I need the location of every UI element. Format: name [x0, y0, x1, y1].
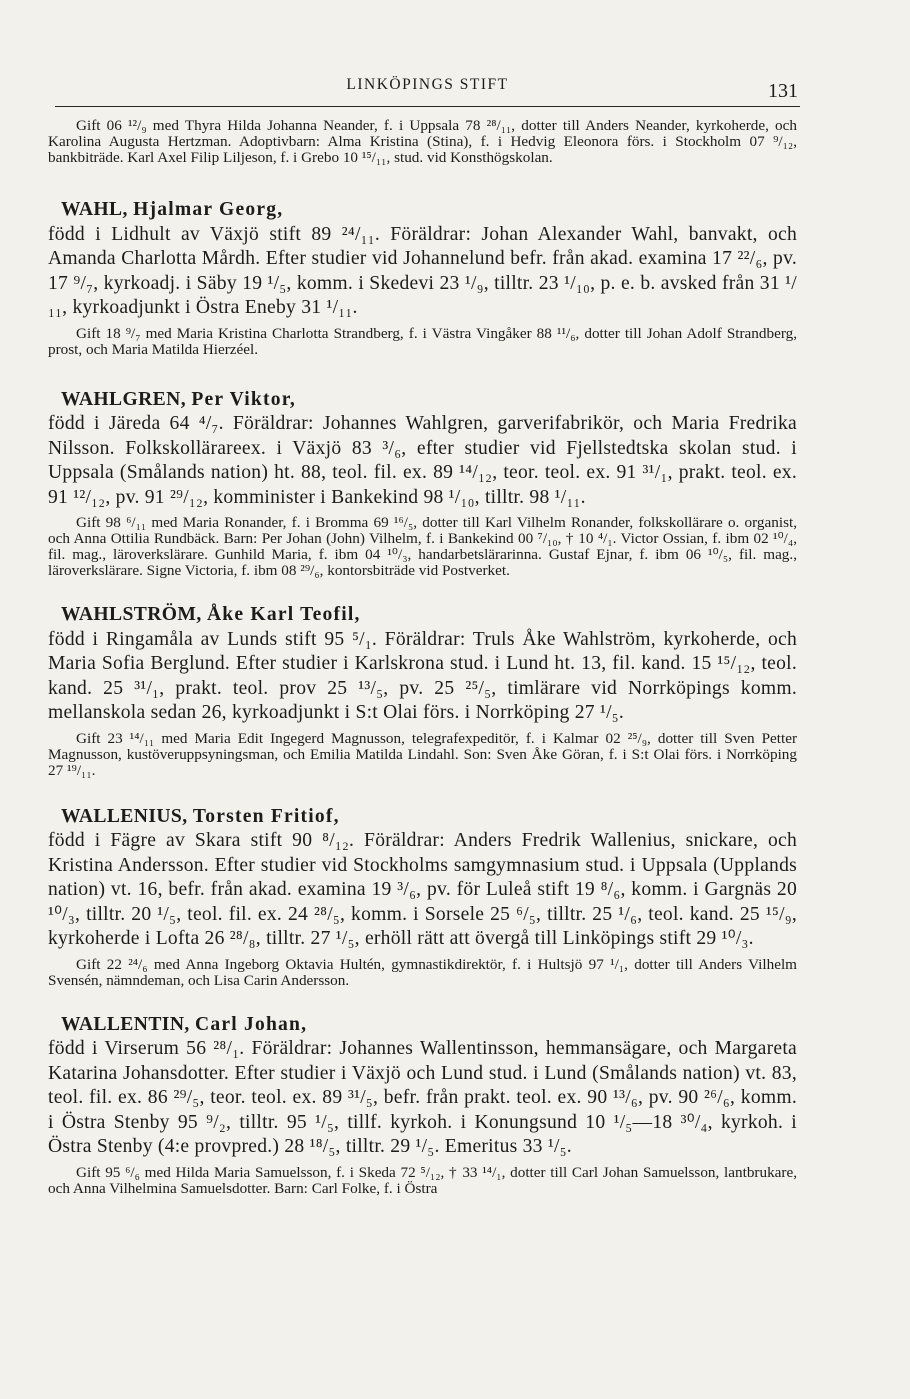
entry-given-name: Carl Johan,: [194, 1013, 308, 1035]
entry-wahlstrom: [48, 603, 797, 779]
entry-wallentin: [48, 1013, 797, 1197]
entry-surname: WAHLSTRÖM,: [61, 604, 202, 625]
entry-family: Gift 95 ⁶/₆ med Hilda Maria Samuelsson, f. i Skeda 72 ⁵/₁₂, † 33 ¹⁴/₁, dotter till Carl Johan Samuelsson, lantbrukare, och Anna Vilhelmina Samuelsdotter. Barn: Carl Folke, f. i Östra: [48, 1163, 797, 1197]
entry-bio: [48, 603, 797, 726]
running-title: LINKÖPINGS STIFT: [346, 76, 509, 93]
entry-bio-text: född i Fägre av Skara stift 90 ⁸/₁₂. Föräldrar: Anders Fredrik Wallenius, snickare, och Kristina Andersson. Efter studier vid Stockholms samgymnasium stud. i Uppsala (Upplands nation) vt. 16, befr. från akad. examina 19 ³/₆, pv. för Luleå stift 19 ⁸/₆, komm. i Gargnäs 20 ¹⁰/₃, tilltr. 20 ¹/₅, teol. fil. ex. 24 ²⁸/₅, komm. i Sorsele 25 ⁶/₅, tilltr. 25 ¹/₆, teol. kand. 25 ¹⁵/₉, kyrkoherde i Lofta 26 ²⁸/₈, tilltr. 27 ¹/₅, erhöll rätt att övergå till Linköpings stift 29 ¹⁰/₃.: [48, 830, 797, 949]
entry-name: [61, 199, 283, 220]
page-header: [55, 72, 800, 107]
entry-wallenius: [48, 805, 797, 989]
entry-bio-text: född i Järeda 64 ⁴/₇. Föräldrar: Johannes Wahlgren, garverifabrikör, och Maria Fredrika Nilsson. Folkskollärareex. i Växjö 83 ³/₆, efter studier vid Fjellstedtska skolan stud. i Uppsala (Smålands nation) ht. 88, teol. fil. ex. 89 ¹⁴/₁₂, teor. teol. ex. 91 ³¹/₁, prakt. teol. ex. 91 ¹²/₁₂, pv. 91 ²⁹/₁₂, komminister i Bankekind 98 ¹/₁₀, tilltr. 98 ¹/₁₁.: [48, 413, 797, 508]
entry-name: [61, 1014, 307, 1035]
entry-name: [61, 806, 340, 827]
intro-family-paragraph: Gift 06 ¹²/₉ med Thyra Hilda Johanna Neander, f. i Uppsala 78 ²⁸/₁₁, dotter till Anders Neander, kyrkoherde, och Karolina Augusta Hertzman. Adoptivbarn: Alma Kristina (Stina), f. i Hedvig Eleonora förs. i Stockholm 07 ⁹/₁₂, bankbiträde. Karl Axel Filip Liljeson, f. i Grebo 10 ¹⁵/₁₁, stud. vid Konsthögskolan.: [48, 117, 797, 166]
entry-surname: WALLENTIN,: [61, 1013, 190, 1035]
entry-given-name: Hjalmar Georg,: [133, 199, 284, 220]
entry-given-name: Torsten Fritiof,: [192, 805, 340, 827]
page-number: 131: [768, 80, 798, 102]
entry-name: [61, 389, 296, 410]
entry-given-name: Åke Karl Teofil,: [206, 604, 361, 625]
entry-surname: WAHLGREN,: [61, 388, 186, 410]
entry-family: Gift 23 ¹⁴/₁₁ med Maria Edit Ingegerd Magnusson, telegrafexpeditör, f. i Kalmar 02 ²⁵/₉, dotter till Sven Petter Magnusson, kustöveruppsyningsman, och Emilia Matilda Lindahl. Son: Sven Åke Göran, f. i S:t Olai förs. i Norrköping 27 ¹⁹/₁₁.: [48, 729, 797, 779]
entry-bio: [48, 388, 797, 511]
entry-bio: [48, 805, 797, 952]
entry-name: [61, 604, 361, 625]
entry-wahlgren: [48, 388, 797, 580]
entry-family: Gift 22 ²⁴/₆ med Anna Ingeborg Oktavia Hultén, gymnastikdirektör, f. i Hultsjö 97 ¹/₁, dotter till Anders Vilhelm Svensén, nämndeman, och Lisa Carin Andersson.: [48, 955, 797, 989]
entry-bio-text: född i Virserum 56 ²⁸/₁. Föräldrar: Johannes Wallentinsson, hemmansägare, och Margareta Katarina Johansdotter. Efter studier i Växjö och Lund stud. i Lund (Smålands nation) vt. 83, teol. fil. ex. 86 ²⁹/₅, teor. teol. ex. 89 ³¹/₅, befr. från prakt. teol. ex. 90 ¹³/₆, pv. 90 ²⁶/₆, komm. i Östra Stenby 95 ⁹/₂, tilltr. 95 ¹/₅, tillf. kyrkoh. i Konungsund 10 ¹/₅—18 ³⁰/₄, kyrkoh. i Östra Stenby (4:e provpred.) 28 ¹⁸/₅, tilltr. 29 ¹/₅. Emeritus 33 ¹/₅.: [48, 1038, 797, 1157]
entry-bio: [48, 1013, 797, 1160]
entry-bio-text: född i Lidhult av Växjö stift 89 ²⁴/₁₁. Föräldrar: Johan Alexander Wahl, banvakt, och Amanda Charlotta Mårdh. Efter studier vid Johannelund befr. från akad. examina 17 ²²/₆, pv. 17 ⁹/₇, kyrkoadj. i Säby 19 ¹/₅, komm. i Skedevi 23 ¹/₉, tilltr. 23 ¹/₁₀, p. e. b. avsked från 31 ¹/₁₁, kyrkoadjunkt i Östra Eneby 31 ¹/₁₁.: [48, 223, 797, 318]
entry-surname: WALLENIUS,: [61, 805, 188, 827]
entry-bio: [48, 198, 797, 321]
entry-surname: WAHL,: [61, 199, 128, 220]
entry-family: Gift 98 ⁶/₁₁ med Maria Ronander, f. i Bromma 69 ¹⁶/₅, dotter till Karl Vilhelm Ronander, folkskollärare o. organist, och Anna Ottilia Rundbäck. Barn: Per Johan (John) Vilhelm, f. i Bankekind 00 ⁷/₁₀, † 10 ⁴/₁. Victor Ossian, f. ibm 02 ¹⁰/₄, fil. mag., läroverkslärare. Gunhild Maria, f. ibm 04 ¹⁰/₃, handarbetslärarinna. Gustaf Ejnar, f. ibm 06 ¹⁰/₅, fil. mag., läroverkslärare. Signe Victoria, f. ibm 08 ²⁹/₆, kontorsbiträde vid Postverket.: [48, 514, 797, 579]
entry-bio-text: född i Ringamåla av Lunds stift 95 ⁵/₁. Föräldrar: Truls Åke Wahlström, kyrkoherde, och Maria Sofia Berglund. Efter studier i Karlskrona stud. i Lund ht. 13, fil. kand. 15 ¹⁵/₁₂, teol. kand. 25 ³¹/₁, prakt. teol. prov 25 ¹³/₅, pv. 25 ²⁵/₅, timlärare vid Norrköpings komm. mellanskola sedan 26, kyrkoadjunkt i S:t Olai förs. i Norrköping 27 ¹/₅.: [48, 628, 797, 723]
entry-wahl: [48, 198, 797, 358]
page-body: [48, 118, 797, 1197]
entry-family: Gift 18 ⁹/₇ med Maria Kristina Charlotta Strandberg, f. i Västra Vingåker 88 ¹¹/₆, dotter till Johan Adolf Strandberg, prost, och Maria Matilda Hierzéel.: [48, 324, 797, 358]
entry-given-name: Per Viktor,: [191, 388, 296, 410]
